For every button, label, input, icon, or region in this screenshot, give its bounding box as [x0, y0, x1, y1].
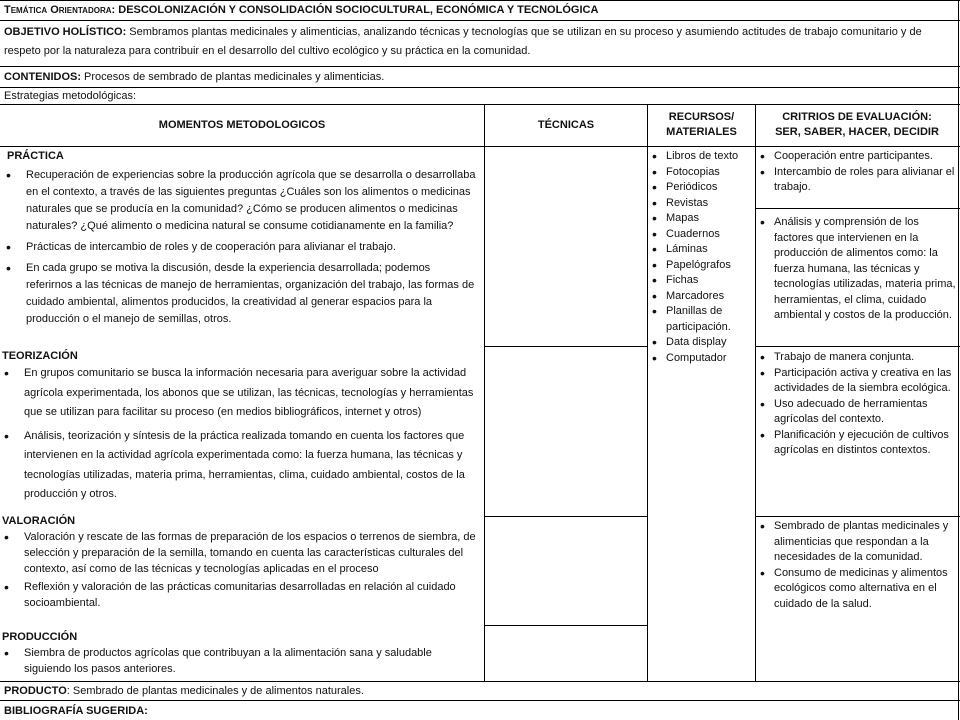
list-item: • Libros de texto [652, 149, 752, 165]
border-v3 [755, 104, 756, 681]
border-h4 [0, 104, 960, 105]
border-h-teo [484, 346, 647, 347]
border-h-crit1 [755, 208, 960, 209]
list-item: • Fichas [652, 273, 752, 289]
border-v2 [647, 104, 648, 681]
recursos-list [652, 149, 752, 366]
list-item: • Revistas [652, 196, 752, 212]
list-item: • Computador [652, 351, 752, 367]
border-h2 [0, 66, 960, 67]
teorizacion-title: TEORIZACIÓN [2, 350, 78, 362]
valoracion-section [2, 514, 480, 613]
list-item: • Participación activa y creativa en las actividades de la siembra ecológica. [760, 366, 956, 397]
col-criterios-line2: SER, SABER, HACER, DECIDIR [775, 126, 939, 138]
tematica-value: DESCOLONIZACIÓN Y CONSOLIDACIÓN SOCIOCULTURAL, ECONÓMICA Y TECNOLÓGICA [115, 4, 599, 16]
list-item: • En cada grupo se motiva la discusión, desde la experiencia desarrollada; podemos referirnos a las técnicas de manejo de herramientas, organización del trabajo, las formas de cuidado ambiental, alimentos producidos, la creatividad al generar espacios para la producción o el manejo de semillas, otros. [4, 260, 478, 328]
tematica-row [4, 3, 954, 18]
border-h3 [0, 87, 960, 88]
criterios-saber-list [760, 215, 956, 324]
list-item: • Planificación y ejecución de cultivos agrícolas en distintos contextos. [760, 428, 956, 459]
list-item: • Uso adecuado de herramientas agrícolas del contexto. [760, 397, 956, 428]
practica-section [4, 149, 478, 332]
list-item: • Siembra de productos agrícolas que contribuyan a la alimentación sana y saludable siguiendo los pasos anteriores. [2, 645, 480, 677]
col-tecnicas: TÉCNICAS [537, 119, 595, 131]
objetivo-row [4, 23, 954, 61]
criterios-decidir-list [760, 519, 956, 612]
list-item: • Fotocopias [652, 165, 752, 181]
list-item: • Láminas [652, 242, 752, 258]
criterios-hacer [760, 350, 956, 459]
estrategias-label: Estrategias metodológicas: [4, 90, 137, 102]
list-item: • Cuadernos [652, 227, 752, 243]
produccion-section [2, 630, 480, 679]
list-item: • Recuperación de experiencias sobre la producción agrícola que se desarrolla o desarrollaba en el contexto, a través de las siguientes preguntas ¿Cuáles son los alimentos o medicinas naturales que se producía en la comunidad? ¿Cómo se producen alimentos o medicinas naturales? ¿Qué alimento o medicina natural se consume cotidianamente en la familia? [4, 167, 478, 235]
list-item: • Periódicos [652, 180, 752, 196]
producto-row [4, 684, 954, 699]
criterios-ser-list [760, 149, 956, 196]
border-h-prod [484, 625, 647, 626]
border-h-val [484, 516, 647, 517]
list-item: • Consumo de medicinas y alimentos ecológicos como alternativa en el cuidado de la salud. [760, 566, 956, 613]
col-recursos [648, 110, 755, 140]
list-item: • Intercambio de roles para alivianar el trabajo. [760, 165, 956, 196]
practica-list [4, 167, 478, 328]
list-item: • Análisis y comprensión de los factores que intervienen en la producción de alimentos como: la fuerza humana, las técnicas y tecnologías utilizadas, materia prima, herramientas, el clima, cuidado ambiental y costos de la producción. [760, 215, 956, 324]
border-h-crit3 [755, 516, 960, 517]
list-item: • Valoración y rescate de las formas de preparación de los espacios o terrenos de siembra, de selección y preparación de la semilla, tomando en cuenta las características culturales del contexto, así como de las técnicas y tecnologías aplicadas en el proceso [2, 529, 480, 577]
list-item: • Cooperación entre participantes. [760, 149, 956, 165]
produccion-list [2, 645, 480, 677]
recursos-section [652, 149, 752, 366]
producto-value: : Sembrado de plantas medicinales y de alimentos naturales. [66, 685, 364, 697]
col-recursos-line2: MATERIALES [666, 126, 737, 138]
col-criterios [756, 110, 958, 140]
contenidos-label: CONTENIDOS: [4, 71, 81, 83]
border-h-crit2 [755, 346, 960, 347]
tematica-label: Temática Orientadora: [4, 4, 116, 16]
border-h5 [0, 146, 960, 147]
border-v1 [484, 104, 485, 681]
border-h7 [0, 700, 960, 701]
list-item: • Data display [652, 335, 752, 351]
criterios-saber [760, 215, 956, 324]
teorizacion-section [2, 349, 480, 509]
list-item: • Mapas [652, 211, 752, 227]
list-item: • En grupos comunitario se busca la información necesaria para averiguar sobre la actividad agrícola experimentada, los abonos que se utilizan, las técnicas, tecnologías y herramientas que se utilizan para facilitar su proceso (en medios bibliográficos, internet y otros) [2, 364, 480, 423]
border-right [958, 0, 959, 720]
list-item: • Trabajo de manera conjunta. [760, 350, 956, 366]
bibliografia-label: BIBLIOGRAFÍA SUGERIDA: [4, 705, 148, 717]
list-item: • Prácticas de intercambio de roles y de cooperación para alivianar el trabajo. [4, 239, 478, 256]
teorizacion-list [2, 364, 480, 505]
list-item: • Marcadores [652, 289, 752, 305]
border-h6 [0, 681, 960, 682]
criterios-hacer-list [760, 350, 956, 459]
criterios-ser [760, 149, 956, 196]
border-h1 [0, 20, 960, 21]
contenidos-value: Procesos de sembrado de plantas medicinales y alimenticias. [81, 71, 385, 83]
col-recursos-line1: RECURSOS/ [668, 111, 735, 123]
objetivo-label: OBJETIVO HOLÍSTICO: [4, 26, 127, 38]
list-item: • Planillas de participación. [652, 304, 752, 335]
border-top [0, 0, 960, 1]
contenidos-row [4, 70, 954, 85]
produccion-title: PRODUCCIÓN [2, 631, 78, 643]
criterios-decidir [760, 519, 956, 612]
list-item: • Análisis, teorización y síntesis de la práctica realizada tomando en cuenta los factores que intervienen en la actividad agrícola experimentada como: la fuerza humana, las técnicas y tecnologías utilizadas, materia prima, herramientas, clima, cuidado ambiental, costos de la producción y otros. [2, 427, 480, 505]
col-criterios-line1: CRITRIOS DE EVALUACIÓN: [782, 111, 932, 123]
valoracion-title: VALORACIÓN [2, 515, 76, 527]
producto-label: PRODUCTO [4, 685, 67, 697]
list-item: • Reflexión y valoración de las prácticas comunitarias desarrolladas en relación al cuidado socioambiental. [2, 579, 480, 611]
list-item: • Sembrado de plantas medicinales y alimenticias que respondan a la necesidades de la comunidad. [760, 519, 956, 566]
valoracion-list [2, 529, 480, 611]
list-item: • Papelógrafos [652, 258, 752, 274]
practica-title: PRÁCTICA [7, 150, 64, 162]
objetivo-value: Sembramos plantas medicinales y alimenticias, analizando técnicas y tecnologías que se utilizan en su proceso y asumiendo actitudes de trabajo comunitario y de respeto por la naturaleza para contribuir en el desarrollo del cultivo ecológico y su práctica en la comunidad. [4, 26, 922, 57]
col-momentos: MOMENTOS METODOLOGICOS [158, 119, 326, 131]
